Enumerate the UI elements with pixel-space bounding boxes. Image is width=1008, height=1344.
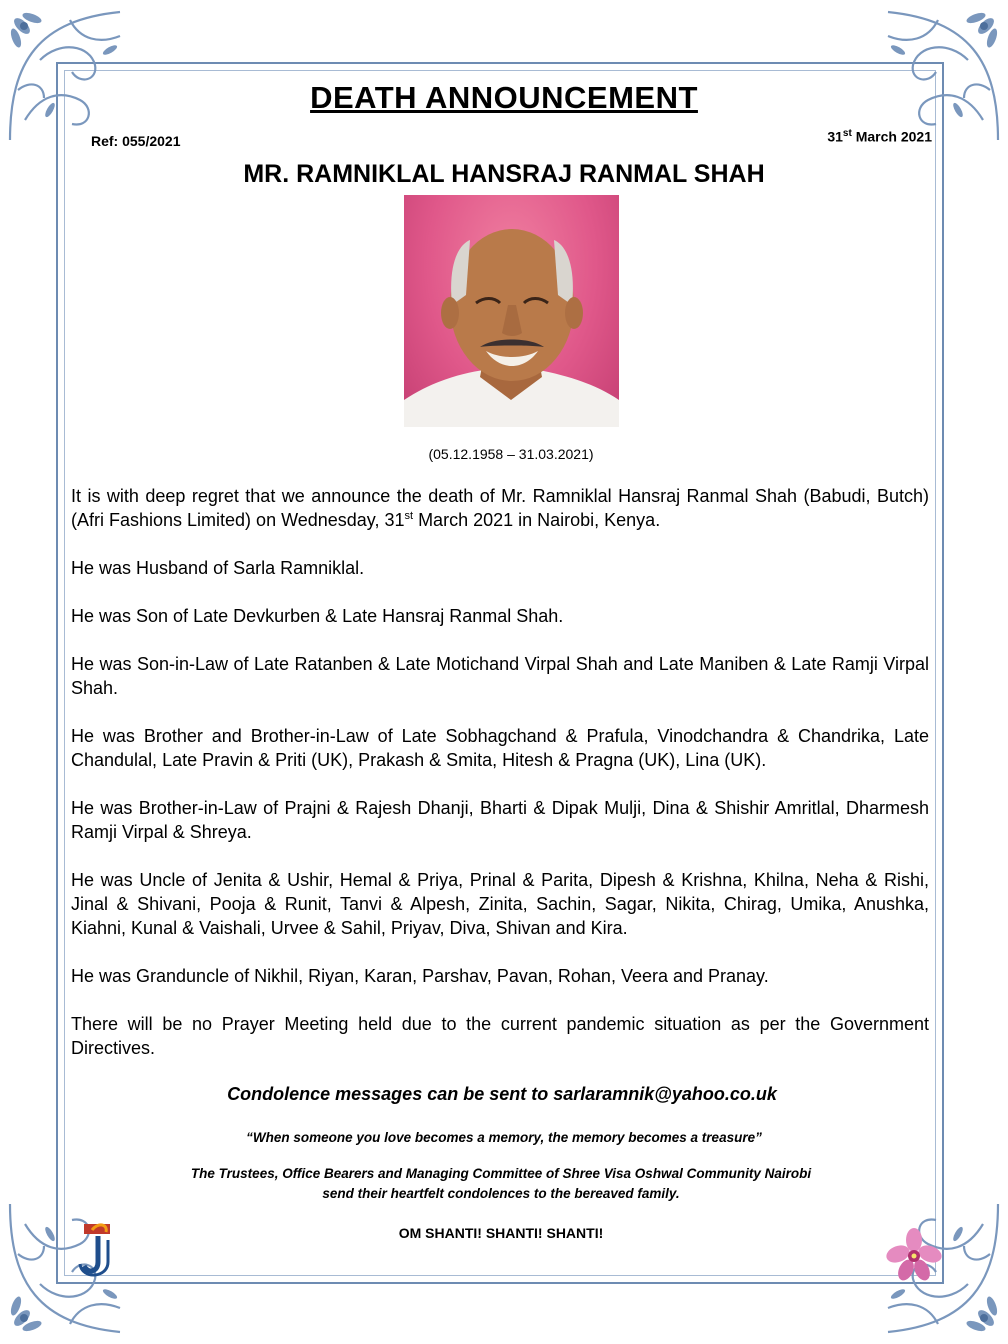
prayer-paragraph: There will be no Prayer Meeting held due to the current pandemic situation as per the Government Directives.: [71, 1014, 929, 1058]
community-logo-icon: [78, 1218, 116, 1280]
husband-paragraph: He was Husband of Sarla Ramniklal.: [71, 558, 365, 578]
intro-date-suffix: st: [404, 510, 414, 522]
condolence-contact: Condolence messages can be sent to sarlaramnik@yahoo.co.uk: [227, 1084, 777, 1104]
deceased-name: MR. RAMNIKLAL HANSRAJ RANMAL SHAH: [243, 160, 765, 188]
intro-paragraph: [71, 484, 929, 532]
trustees-message: [0, 1164, 1002, 1204]
trustees-line-2: send their heartfelt condolences to the bereaved family.: [322, 1186, 680, 1201]
date-day: 31: [827, 128, 843, 145]
floral-flourish-icon: [0, 1194, 150, 1344]
son-in-law-paragraph: He was Son-in-Law of Late Ratanben & Late Motichand Virpal Shah and Late Maniben & Late Ramji Virpal Shah.: [71, 654, 929, 698]
trustees-line-1: The Trustees, Office Bearers and Managing Committee of Shree Visa Oshwal Community Nairobi: [190, 1166, 812, 1181]
orchid-icon: [886, 1228, 942, 1284]
announcement-date: [827, 128, 932, 145]
date-month-year: March 2021: [851, 128, 932, 145]
intro-text: It is with deep regret that we announce the death of Mr. Ramniklal Hansraj Ranmal Shah (Babudi, Butch) (Afri Fashions Limited) on Wednesday, 31: [71, 486, 929, 530]
page-title: DEATH ANNOUNCEMENT: [310, 80, 698, 115]
brother-in-law-paragraph: He was Brother-in-Law of Prajni & Rajesh Dhanji, Bharti & Dipak Mulji, Dina & Shishir Amritlal, Dharmesh Ramji Virpal & Shreya.: [71, 798, 929, 842]
floral-flourish-icon: [0, 0, 150, 150]
uncle-paragraph: He was Uncle of Jenita & Ushir, Hemal & Priya, Prinal & Parita, Dipesh & Krishna, Khilna, Neha & Rishi, Jinal & Shivani, Pooja & Runit, Tanvi & Alpesh, Zinita, Sachin, Sagar, Nikita, Chirag, Umika, Anushka, Kiahni, Kunal & Vaishali, Urvee & Sahil, Priyav, Diva, Shivan and Kira.: [71, 870, 929, 938]
portrait-photo: [404, 195, 619, 427]
intro-text-end: March 2021 in Nairobi, Kenya.: [413, 510, 661, 530]
om-shanti-closing: OM SHANTI! SHANTI! SHANTI!: [398, 1225, 604, 1241]
date-suffix: st: [842, 128, 852, 139]
son-paragraph: He was Son of Late Devkurben & Late Hansraj Ranmal Shah.: [71, 606, 564, 626]
reference-number: Ref: 055/2021: [91, 133, 181, 149]
brother-paragraph: He was Brother and Brother-in-Law of Late Sobhagchand & Prafula, Vinodchandra & Chandrika, Late Chandulal, Late Pravin & Priti (UK), Prakash & Smita, Hitesh & Pragna (UK), Lina (UK).: [71, 726, 929, 770]
granduncle-paragraph: He was Granduncle of Nikhil, Riyan, Karan, Parshav, Pavan, Rohan, Veera and Pranay.: [71, 966, 769, 986]
lifespan-dates: (05.12.1958 – 31.03.2021): [428, 446, 594, 462]
memorial-quote: “When someone you love becomes a memory, the memory becomes a treasure”: [246, 1130, 762, 1145]
announcement-body: [71, 484, 929, 1084]
